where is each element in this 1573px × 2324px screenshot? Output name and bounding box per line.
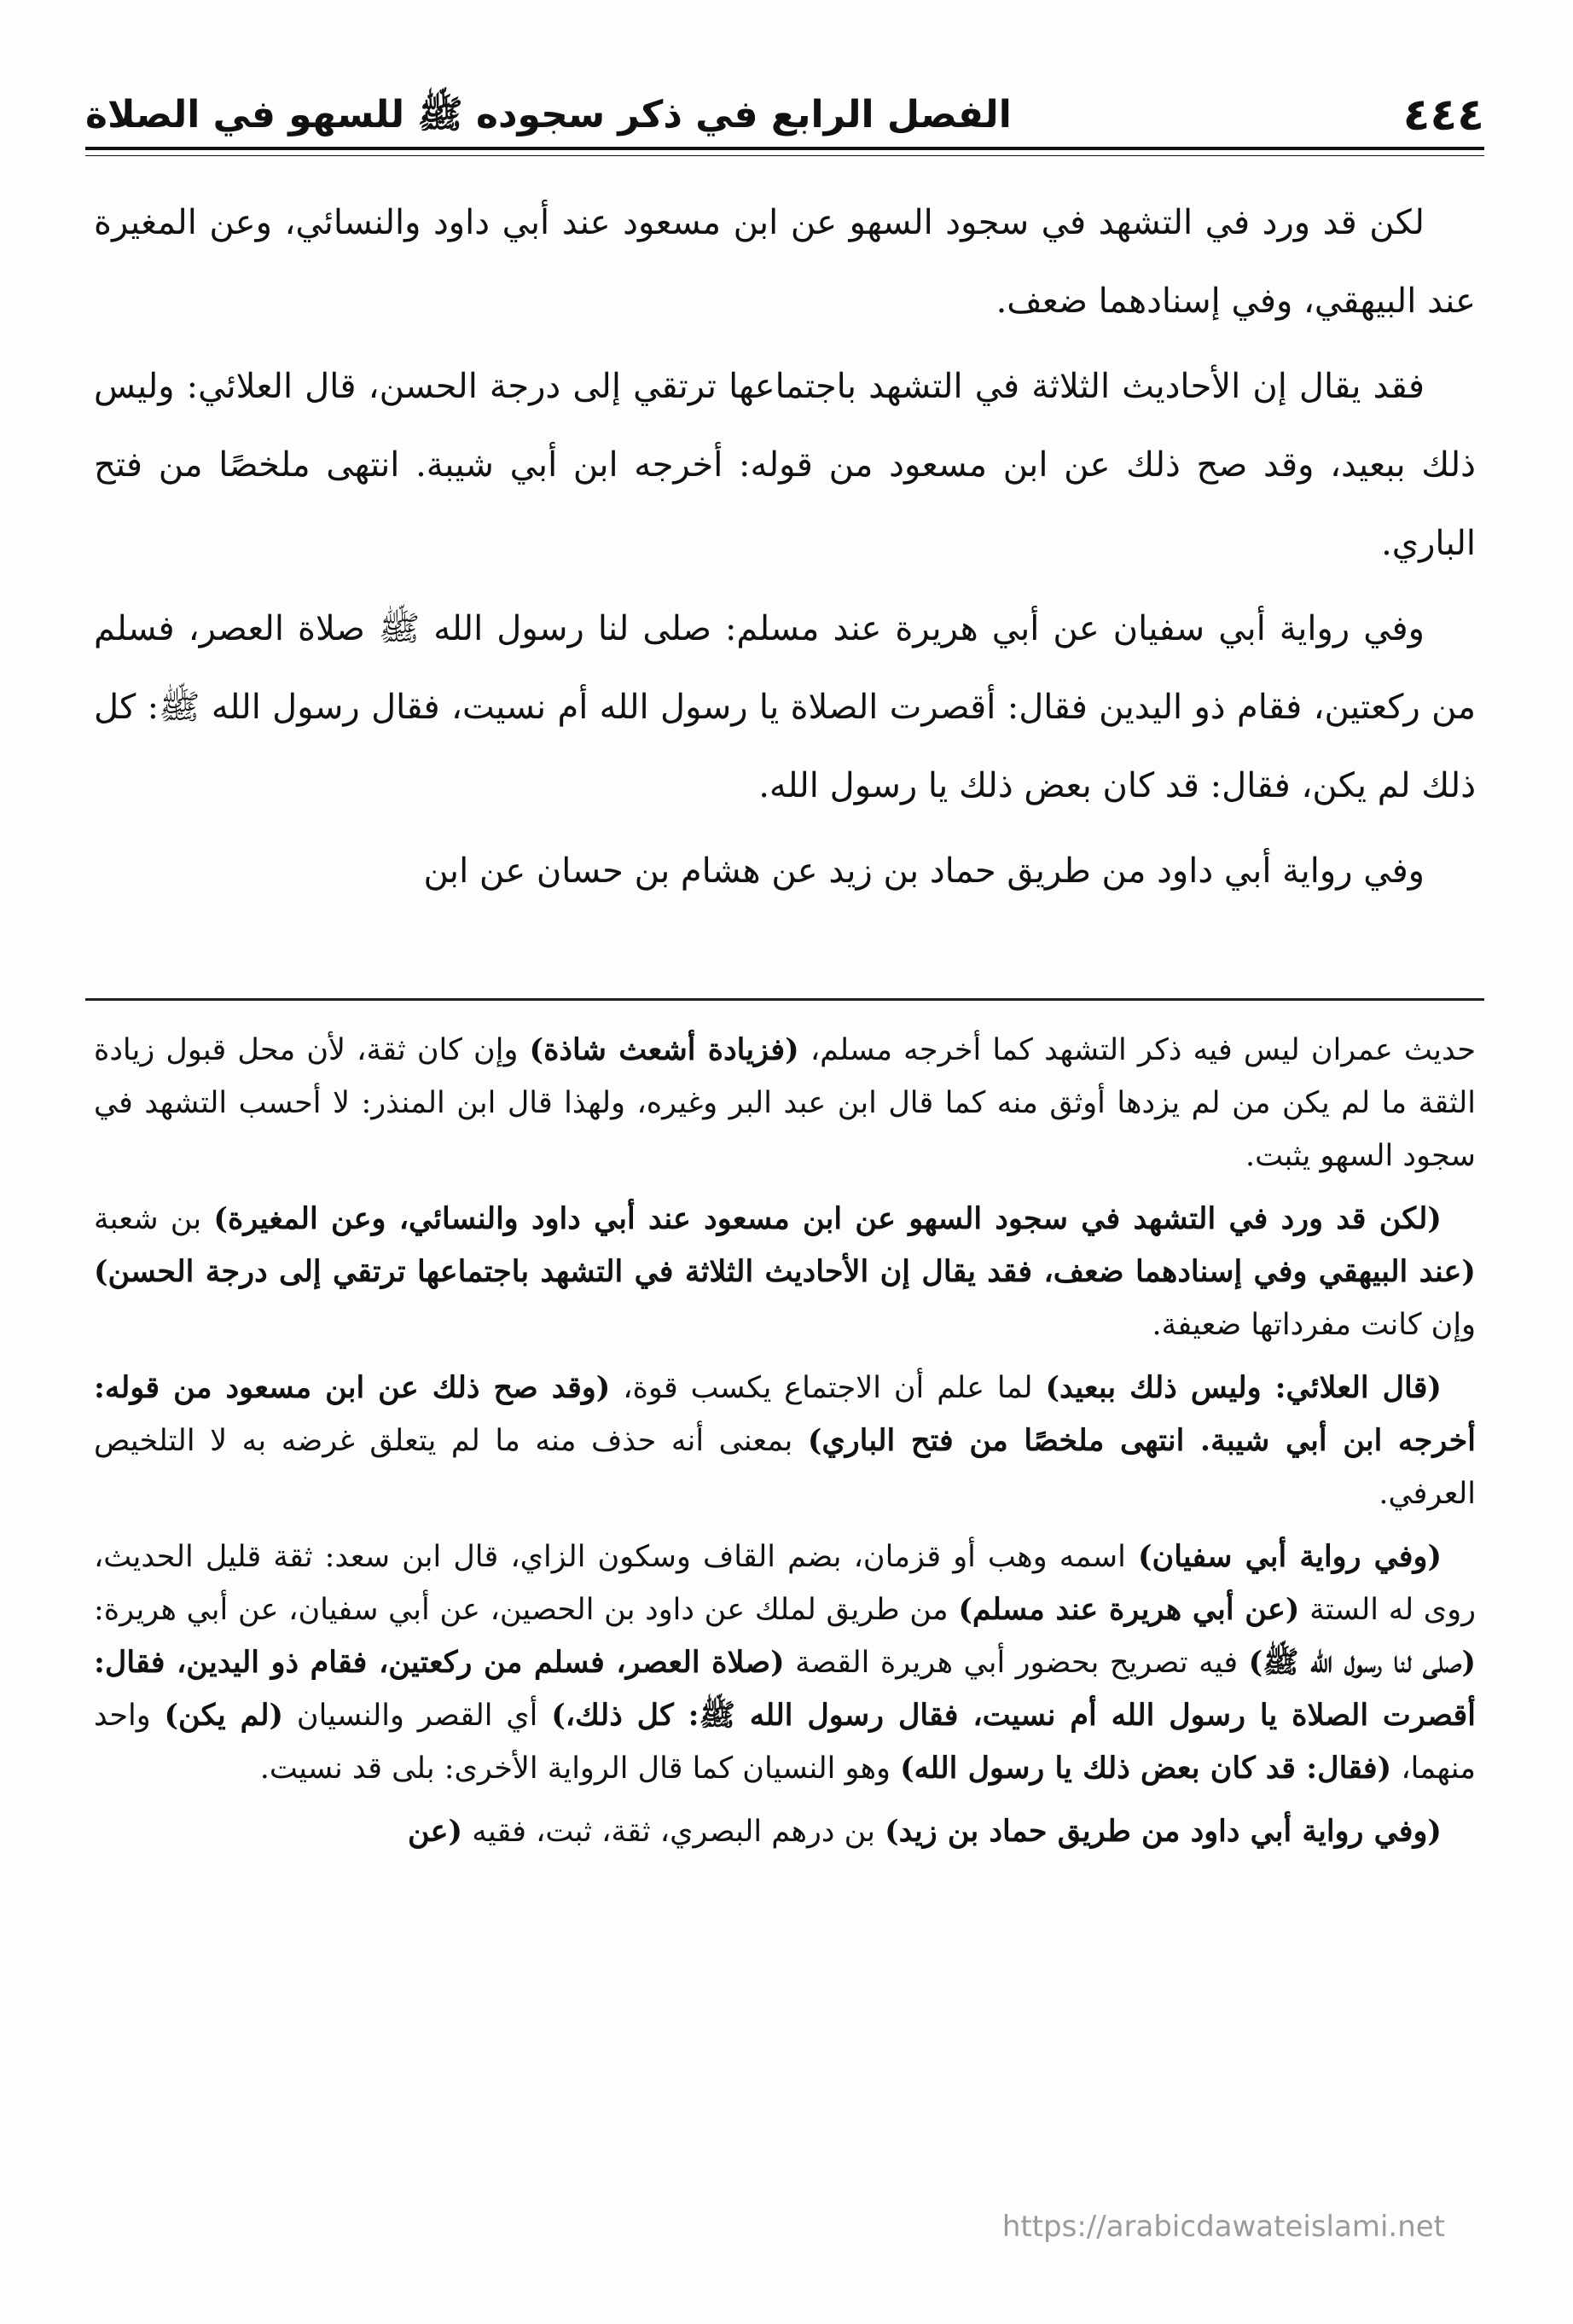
main-paragraph: وفي رواية أبي داود من طريق حماد بن زيد عن هشام بن حسان عن ابن bbox=[423, 851, 1425, 891]
commentary-text: اسمه وهب أو قزمان، بضم القاف وسكون الزاي، قال ابن سعد: ثقة قليل الحديث، روى له الستة bbox=[94, 1540, 1476, 1627]
commentary-text: بمعنى أنه حذف منه ما لم يتعلق غرضه به لا التلخيص العرفي. bbox=[94, 1424, 1476, 1511]
quoted-matn: (عن bbox=[407, 1814, 463, 1849]
page-header bbox=[85, 81, 1484, 141]
commentary-text: أي القصر والنسيان bbox=[283, 1699, 552, 1733]
commentary-text: بن درهم البصري، ثقة، ثبت، فقيه bbox=[462, 1815, 885, 1849]
main-paragraph: لكن قد ورد في التشهد في سجود السهو عن ابن مسعود عند أبي داود والنسائي، وعن المغيرة عند البيهقي، وفي إسنادهما ضعف. bbox=[94, 203, 1476, 321]
page-number: ٤٤٤ bbox=[1402, 90, 1484, 141]
commentary bbox=[94, 1024, 1476, 1868]
commentary-paragraph bbox=[94, 1805, 1476, 1858]
watermark: https://arabicdawateislami.net bbox=[1001, 2210, 1445, 2244]
commentary-paragraph bbox=[94, 1193, 1476, 1351]
footnote-separator bbox=[85, 998, 1484, 1001]
commentary-paragraph bbox=[94, 1024, 1476, 1182]
quoted-matn: (لكن قد ورد في التشهد في سجود السهو عن ابن مسعود عند أبي داود والنسائي، وعن المغيرة) bbox=[213, 1201, 1442, 1236]
header-rule-thin bbox=[85, 155, 1484, 156]
commentary-paragraph bbox=[94, 1531, 1476, 1795]
quoted-matn: (صلاة العصر، فسلم من ركعتين، فقام ذو اليدين، فقال: أقصرت الصلاة يا رسول الله أم نسيت، فقال رسول الله ﷺ: كل ذلك،) bbox=[94, 1645, 1476, 1733]
quoted-matn: (صلى لنا رسول الله ﷺ) bbox=[1248, 1645, 1476, 1680]
header-rule bbox=[85, 147, 1484, 150]
quoted-matn: (قال العلائي: وليس ذلك ببعيد) bbox=[1045, 1370, 1442, 1405]
commentary-text: فيه تصريح بحضور أبي هريرة القصة bbox=[784, 1646, 1249, 1680]
main-paragraph: وفي رواية أبي سفيان عن أبي هريرة عند مسلم: صلى لنا رسول الله ﷺ صلاة العصر، فسلم من ركعتين، فقام ذو اليدين فقال: أقصرت الصلاة يا رسول الله أم نسيت، فقال رسول الله ﷺ: كل ذلك لم يكن، فقال: قد كان بعض ذلك يا رسول الله. bbox=[94, 609, 1476, 805]
commentary-paragraph bbox=[94, 1362, 1476, 1520]
commentary-text: من طريق لملك عن داود بن الحصين، عن أبي سفيان، عن أبي هريرة: bbox=[94, 1593, 959, 1627]
quoted-matn: (وفي رواية أبي داود من طريق حماد بن زيد) bbox=[885, 1814, 1442, 1849]
quoted-matn: (عند البيهقي وفي إسنادهما ضعف، فقد يقال إن الأحاديث الثلاثة في التشهد باجتماعها ترتقي إلى درجة الحسن) bbox=[94, 1254, 1476, 1289]
quoted-matn: (فزيادة أشعث شاذة) bbox=[529, 1032, 799, 1067]
quoted-matn: (فقال: قد كان بعض ذلك يا رسول الله) bbox=[900, 1751, 1392, 1786]
commentary-text: وإن كانت مفرداتها ضعيفة. bbox=[1152, 1308, 1476, 1342]
running-title: الفصل الرابع في ذكر سجوده ﷺ للسهو في الصلاة bbox=[85, 93, 1012, 137]
commentary-text: واحد منهما، bbox=[94, 1699, 1476, 1786]
quoted-matn: (عن أبي هريرة عند مسلم) bbox=[958, 1592, 1300, 1627]
main-paragraph: فقد يقال إن الأحاديث الثلاثة في التشهد باجتماعها ترتقي إلى درجة الحسن، قال العلائي: وليس ذلك ببعيد، وقد صح ذلك عن ابن مسعود من قوله: أخرجه ابن أبي شيبة. انتهى ملخصًا من فتح الباري. bbox=[94, 367, 1476, 563]
commentary-text: وإن كان ثقة، لأن محل قبول زيادة الثقة ما لم يكن من لم يزدها أوثق منه كما قال ابن عبد البر وغيره، ولهذا قال ابن المنذر: لا أحسب التشهد في سجود السهو يثبت. bbox=[94, 1033, 1476, 1173]
main-text bbox=[94, 183, 1476, 917]
quoted-matn: (وفي رواية أبي سفيان) bbox=[1137, 1539, 1442, 1574]
quoted-matn: (وقد صح ذلك عن ابن مسعود من قوله: أخرجه ابن أبي شيبة. انتهى ملخصًا من فتح الباري) bbox=[94, 1370, 1476, 1458]
commentary-text: بن شعبة bbox=[94, 1202, 214, 1236]
commentary-text: وهو النسيان كما قال الرواية الأخرى: بلى قد نسيت. bbox=[259, 1752, 901, 1786]
commentary-text: لما علم أن الاجتماع يكسب قوة، bbox=[610, 1371, 1046, 1405]
commentary-text: حديث عمران ليس فيه ذكر التشهد كما أخرجه مسلم، bbox=[798, 1033, 1477, 1067]
quoted-matn: (لم يكن) bbox=[164, 1698, 284, 1733]
